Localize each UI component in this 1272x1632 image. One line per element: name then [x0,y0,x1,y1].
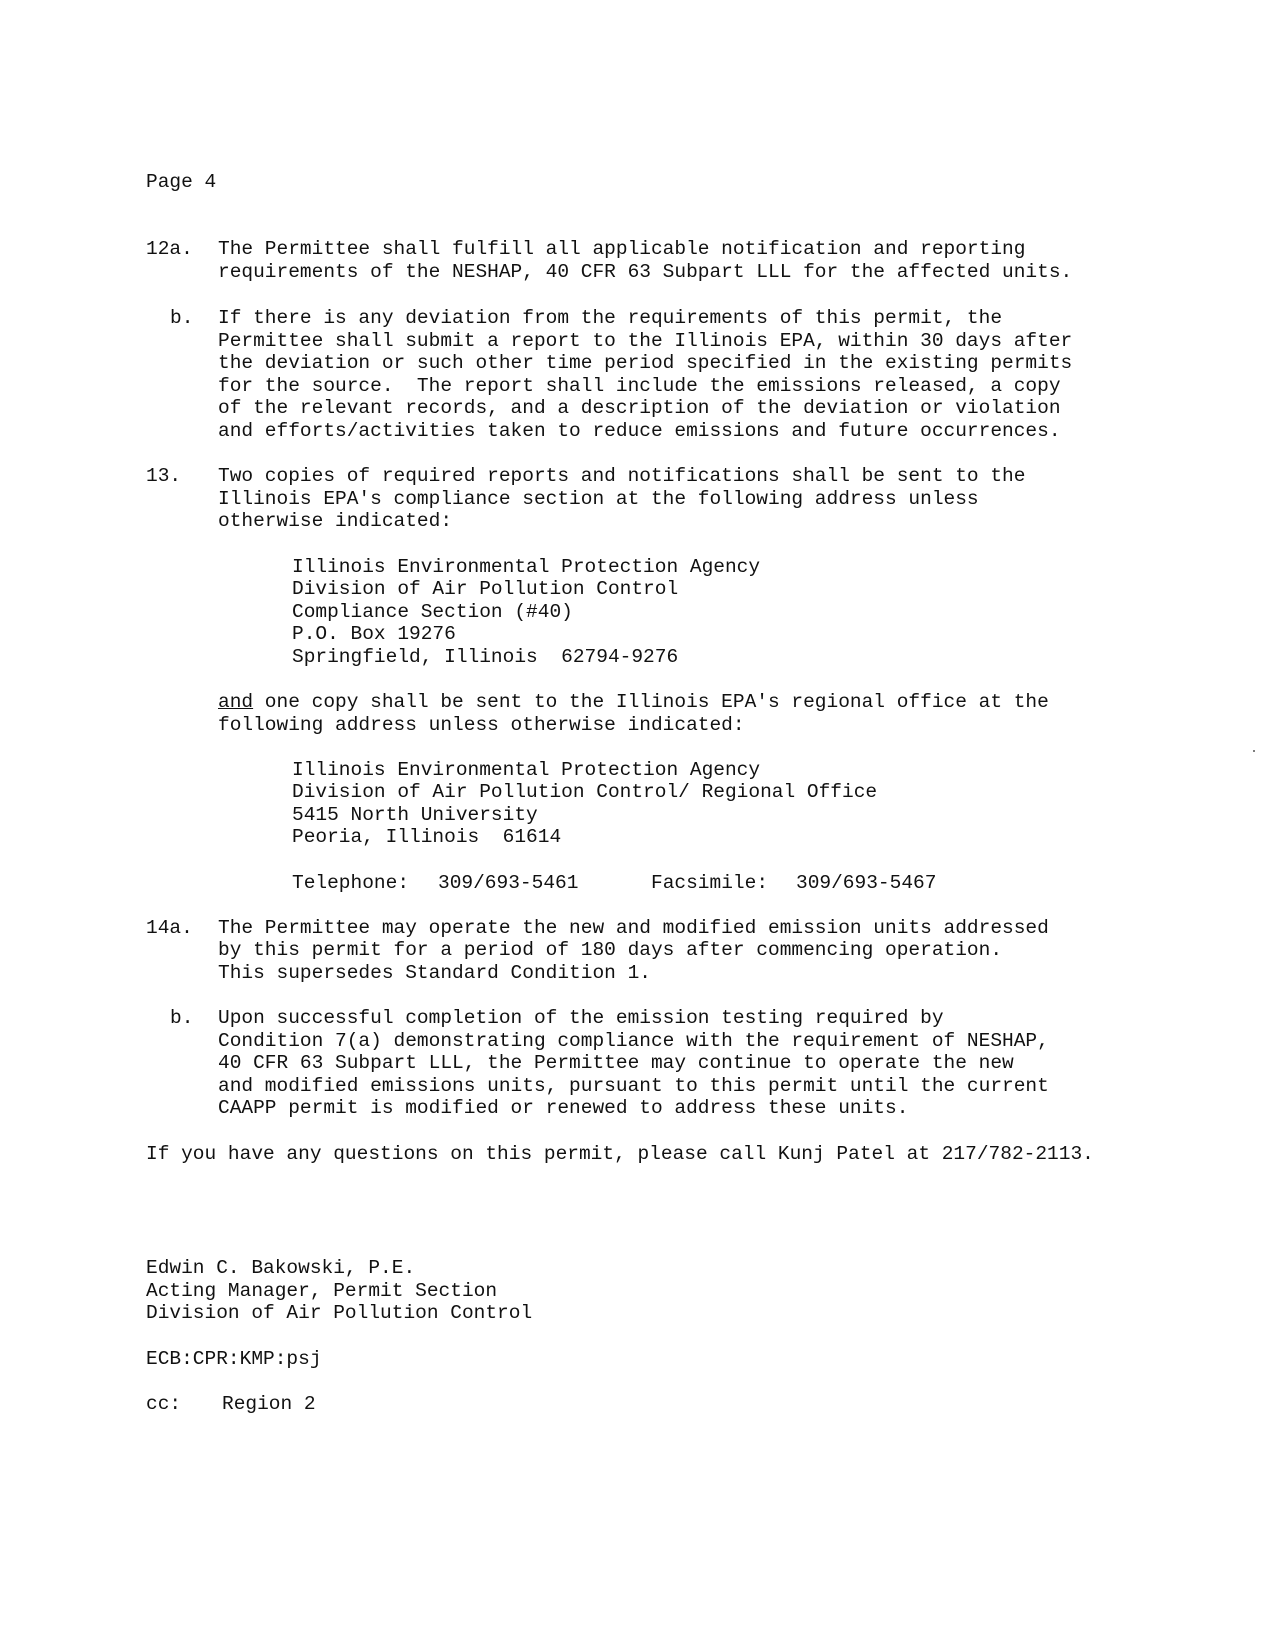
closing-contact-line: If you have any questions on this permit, please call Kunj Patel at 217/782-2113. [146,1143,1094,1165]
fax-label: Facsimile: [651,872,769,894]
regional-copy-line-2: following address unless otherwise indicated: [218,714,745,736]
telephone-label: Telephone: [292,872,410,894]
scan-speck [1253,750,1255,752]
item-14a-line-2: by this permit for a period of 180 days after commencing operation. [218,939,1003,961]
regional-copy-sentence [218,691,1049,714]
item-14b-line-2: Condition 7(a) demonstrating compliance with the requirement of NESHAP, [218,1030,1049,1052]
item-number-12b: b. [170,307,194,329]
item-13-line-3: otherwise indicated: [218,510,453,532]
signatory-division: Division of Air Pollution Control [146,1302,533,1324]
item-12b-line-2: Permittee shall submit a report to the Illinois EPA, within 30 days after [218,330,1073,352]
page-number: Page 4 [146,171,217,193]
item-13-line-2: Illinois EPA's compliance section at the following address unless [218,488,979,510]
compliance-address-line-4: P.O. Box 19276 [292,623,456,645]
cc-recipient: Region 2 [222,1393,316,1415]
item-12b-line-4: for the source. The report shall include the emissions released, a copy [218,375,1061,397]
item-14b-line-3: 40 CFR 63 Subpart LLL, the Permittee may continue to operate the new [218,1052,1014,1074]
item-number-13: 13. [146,465,182,487]
regional-copy-text: one copy shall be sent to the Illinois EPA's regional office at the [253,691,1049,713]
regional-address-line-3: 5415 North University [292,804,538,826]
compliance-address-line-1: Illinois Environmental Protection Agency [292,556,761,578]
item-14b-line-4: and modified emissions units, pursuant to this permit until the current [218,1075,1049,1097]
cc-label: cc: [146,1393,182,1415]
signatory-title: Acting Manager, Permit Section [146,1280,498,1302]
and-emphasis: and [218,691,254,713]
item-12a-line-2: requirements of the NESHAP, 40 CFR 63 Subpart LLL for the affected units. [218,261,1073,283]
item-12b-line-5: of the relevant records, and a description of the deviation or violation [218,397,1061,419]
item-12a-line-1: The Permittee shall fulfill all applicable notification and reporting [218,238,1026,260]
signatory-name: Edwin C. Bakowski, P.E. [146,1257,416,1279]
compliance-address-line-5: Springfield, Illinois 62794-9276 [292,646,679,668]
compliance-address-line-3: Compliance Section (#40) [292,601,573,623]
item-number-12a: 12a. [146,238,193,260]
item-14a-line-3: This supersedes Standard Condition 1. [218,962,651,984]
item-14b-line-5: CAAPP permit is modified or renewed to address these units. [218,1097,909,1119]
compliance-address-line-2: Division of Air Pollution Control [292,578,679,600]
item-13-line-1: Two copies of required reports and notifications shall be sent to the [218,465,1026,487]
item-number-14a: 14a. [146,917,193,939]
item-14a-line-1: The Permittee may operate the new and modified emission units addressed [218,917,1049,939]
item-14b-line-1: Upon successful completion of the emission testing required by [218,1007,944,1029]
item-12b-line-1: If there is any deviation from the requirements of this permit, the [218,307,1003,329]
item-number-14b: b. [170,1007,194,1029]
item-12b-line-3: the deviation or such other time period specified in the existing permits [218,352,1073,374]
regional-address-line-2: Division of Air Pollution Control/ Regional Office [292,781,878,803]
regional-address-line-4: Peoria, Illinois 61614 [292,826,562,848]
regional-address-line-1: Illinois Environmental Protection Agency [292,759,761,781]
item-12b-line-6: and efforts/activities taken to reduce emissions and future occurrences. [218,420,1061,442]
reference-initials: ECB:CPR:KMP:psj [146,1348,322,1370]
telephone-number: 309/693-5461 [438,872,579,894]
fax-number: 309/693-5467 [796,872,937,894]
